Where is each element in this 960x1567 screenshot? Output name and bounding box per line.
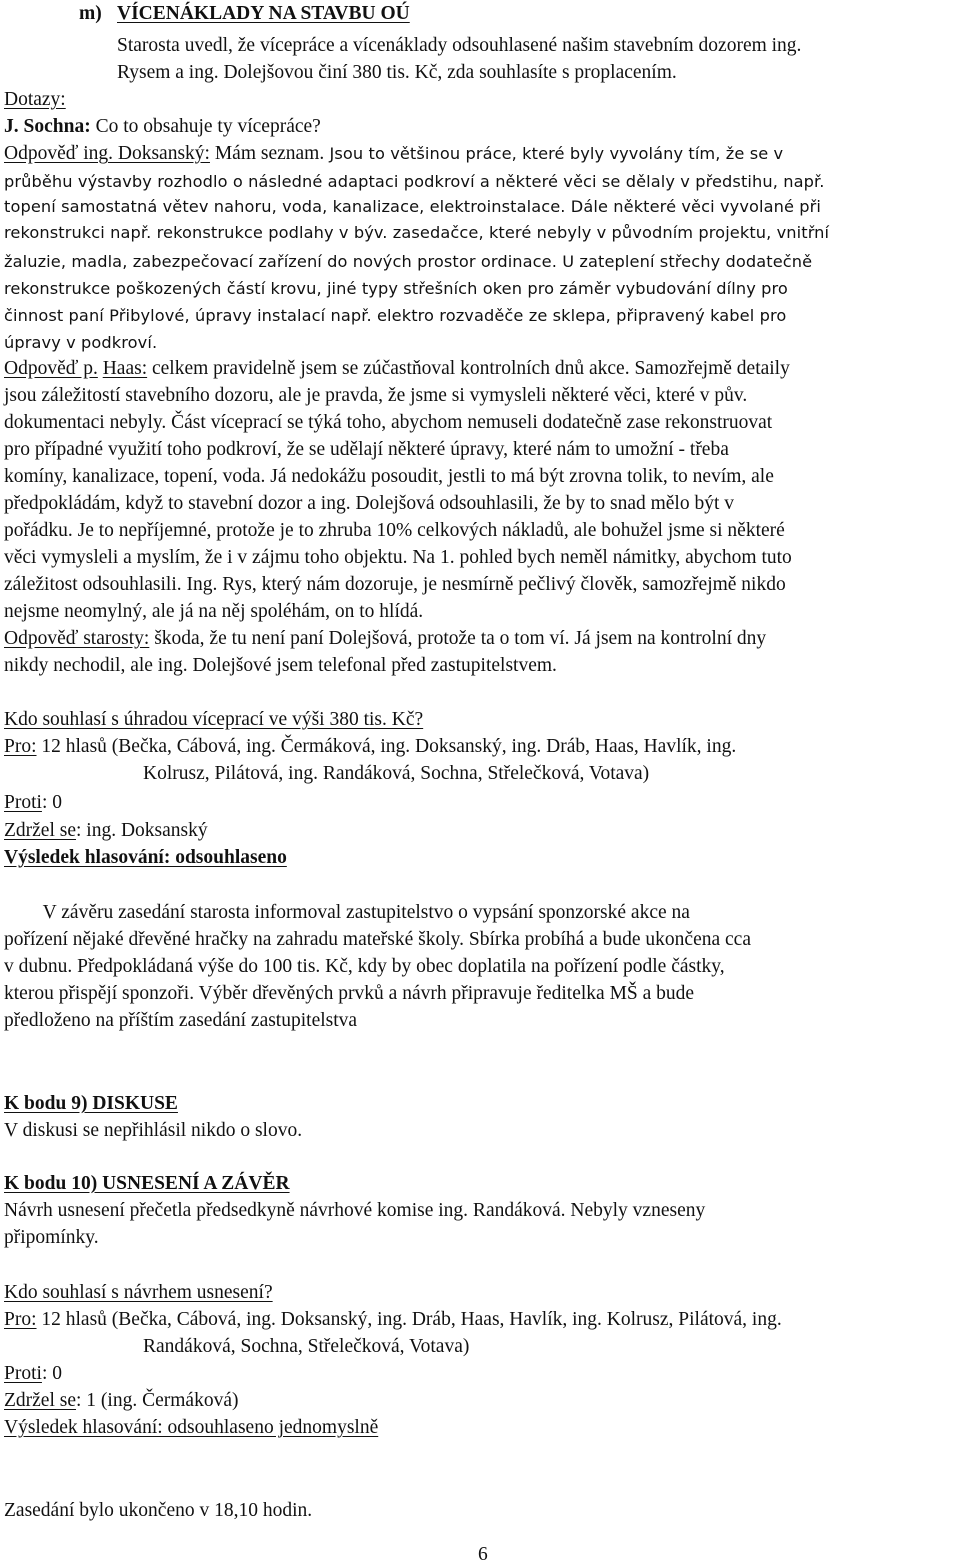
vote-abstain <box>4 819 208 843</box>
vote-pro-continued: Randáková, Sochna, Střelečková, Votava) <box>143 1336 470 1357</box>
pro-label: Pro: <box>4 736 37 757</box>
vote-pro <box>4 1308 782 1332</box>
paragraph-line: Návrh usnesení přečetla předsedkyně návrhové komise ing. Randáková. Nebyly vzneseny <box>4 1200 706 1221</box>
paragraph-line: V závěru zasedání starosta informoval zastupitelstvo o vypsání sponzorské akce na <box>4 902 690 923</box>
section-marker: m) <box>79 3 102 24</box>
speaker-name: Odpověď ing. Doksanský: <box>4 143 210 164</box>
answer-line: pořádku. Je to nepříjemné, protože je to zhruba 10% celkových nákladů, ale bohužel jsme si některé <box>4 520 785 541</box>
answer-line: jsou záležitostí stavebního dozoru, ale je pravda, že jsme si vymysleli některé věci, které v pův. <box>4 385 748 406</box>
answer-line: dokumentaci nebyly. Část víceprací se týká toho, abychom nemuseli dodatečně zase rekonstruovat <box>4 412 773 433</box>
answer-text: škoda, že tu není paní Dolejšová, protože ta o tom ví. Já jsem na kontrolní dny <box>149 628 767 649</box>
paragraph-line: připomínky. <box>4 1227 99 1248</box>
abstain-label: Zdržel se <box>4 1390 77 1411</box>
paragraph-line: Starosta uvedl, že vícepráce a vícenáklady odsouhlasené našim stavebním dozorem ing. <box>117 35 802 56</box>
answer-line: záležitost odsouhlasili. Ing. Rys, který nám dozoruje, je nesmírně pečlivý člověk, samozřejmě nikdo <box>4 574 786 595</box>
section-title: VÍCENÁKLADY NA STAVBU OÚ <box>117 3 410 24</box>
proti-text: : 0 <box>41 1363 62 1384</box>
answer-line: nejsme neomylný, ale já na něj spoléhám, on to hlídá. <box>4 601 424 622</box>
vote-proti <box>4 1362 62 1386</box>
vote-proti <box>4 791 62 815</box>
answer-line: žaluzie, madla, zabezpečovací zařízení do nových prostor ordinace. U zateplení střechy dodatečně <box>4 252 813 271</box>
meeting-end: Zasedání bylo ukončeno v 18,10 hodin. <box>4 1500 313 1521</box>
answer-line: pro případné využití toho podkroví, že se udělají některé úpravy, které nám to umožní - třeba <box>4 439 729 460</box>
answer-text: celkem pravidelně jsem se zúčastňoval kontrolních dnů akce. Samozřejmě detaily <box>147 358 790 379</box>
item10-heading: K bodu 10) USNESENÍ A ZÁVĚR <box>4 1173 290 1194</box>
paragraph-line: v dubnu. Předpokládaná výše do 100 tis. Kč, kdy by obec doplatila na pořízení podle částky, <box>4 956 725 977</box>
vote-pro <box>4 735 736 759</box>
answer-line: činnost paní Přibylové, úpravy instalací např. elektro rozvaděče ze sklepa, připravený kabel pro <box>4 306 787 325</box>
vote-abstain <box>4 1389 238 1413</box>
speaker-name: J. Sochna: <box>4 116 91 137</box>
paragraph-line: V diskusi se nepřihlásil nikdo o slovo. <box>4 1120 303 1141</box>
speaker-name: Odpověď starosty: <box>4 628 150 649</box>
page-number: 6 <box>478 1544 488 1565</box>
answer-line: průběhu výstavby rozhodlo o následné adaptaci podkroví a některé věci se dělaly v předstihu, např. <box>4 172 825 191</box>
vote-result: Výsledek hlasování: odsouhlaseno <box>4 847 287 868</box>
proti-text: : 0 <box>41 792 62 813</box>
paragraph-line: pořízení nějaké dřevěné hračky na zahradu mateřské školy. Sbírka probíhá a bude ukončena cca <box>4 929 751 950</box>
paragraph-line: kterou přispějí sponzoři. Výběr dřevěných prvků a návrh připravuje ředitelka MŠ a bude <box>4 983 695 1004</box>
vote-question: Kdo souhlasí s návrhem usnesení? <box>4 1282 273 1303</box>
answer-line: rekonstrukci např. rekonstrukce podlahy v býv. zasedačce, které nebyly v původním projektu, vnitřní <box>4 223 830 242</box>
answer-line: topení samostatná větev nahoru, voda, kanalizace, elektroinstalace. Dále některé věci vyvolané při <box>4 197 822 216</box>
pro-text: 12 hlasů (Bečka, Cábová, ing. Čermáková, ing. Doksanský, ing. Dráb, Haas, Havlík, ing. <box>36 736 737 757</box>
answer-line <box>4 627 766 651</box>
speaker-name: Haas: <box>102 358 148 379</box>
proti-label: Proti <box>4 1363 42 1384</box>
vote-pro-continued: Kolrusz, Pilátová, ing. Randáková, Sochna, Střelečková, Votava) <box>143 763 650 784</box>
answer-line: nikdy nechodil, ale ing. Dolejšové jsem telefonal před zastupitelstvem. <box>4 655 557 676</box>
answer-line: věci vymysleli a myslím, že i v zájmu toho objektu. Na 1. pohled bych neměl námitky, abychom tuto <box>4 547 792 568</box>
paragraph-line: Rysem a ing. Dolejšovou činí 380 tis. Kč, zda souhlasíte s proplacením. <box>117 62 677 83</box>
answer-line: rekonstrukce poškozených částí krovu, jiné typy střešních oken pro záměr vybudování dílny pro <box>4 279 788 298</box>
item9-heading: K bodu 9) DISKUSE <box>4 1093 178 1114</box>
abstain-label: Zdržel se <box>4 820 77 841</box>
question-line <box>4 115 321 139</box>
pro-text: 12 hlasů (Bečka, Cábová, ing. Doksanský, ing. Dráb, Haas, Havlík, ing. Kolrusz, Pilátová, ing. <box>36 1309 782 1330</box>
questions-label: Dotazy: <box>4 89 66 110</box>
answer-line: komíny, kanalizace, topení, voda. Já nedokážu posoudit, jestli to má být zrovna tolik, to nevím, ale <box>4 466 774 487</box>
vote-question: Kdo souhlasí s úhradou víceprací ve výši 380 tis. Kč? <box>4 709 424 730</box>
speaker-name: Odpověď p. <box>4 358 98 379</box>
answer-line <box>4 142 783 166</box>
abstain-text: : ing. Doksanský <box>76 820 208 841</box>
answer-text: Mám seznam. <box>209 143 325 164</box>
answer-text: Jsou to většinou práce, které byly vyvolány tím, že se v <box>324 144 784 163</box>
pro-label: Pro: <box>4 1309 37 1330</box>
paragraph-line: předloženo na příštím zasedání zastupitelstva <box>4 1010 358 1031</box>
proti-label: Proti <box>4 792 42 813</box>
vote-result: Výsledek hlasování: odsouhlaseno jednomyslně <box>4 1417 379 1438</box>
answer-line: předpokládám, když to stavební dozor a ing. Dolejšová odsouhlasili, že by to snad mělo být v <box>4 493 735 514</box>
question-text: Co to obsahuje ty vícepráce? <box>90 116 321 137</box>
answer-line <box>4 357 790 381</box>
abstain-text: : 1 (ing. Čermáková) <box>76 1390 239 1411</box>
answer-line: úpravy v podkroví. <box>4 333 158 352</box>
